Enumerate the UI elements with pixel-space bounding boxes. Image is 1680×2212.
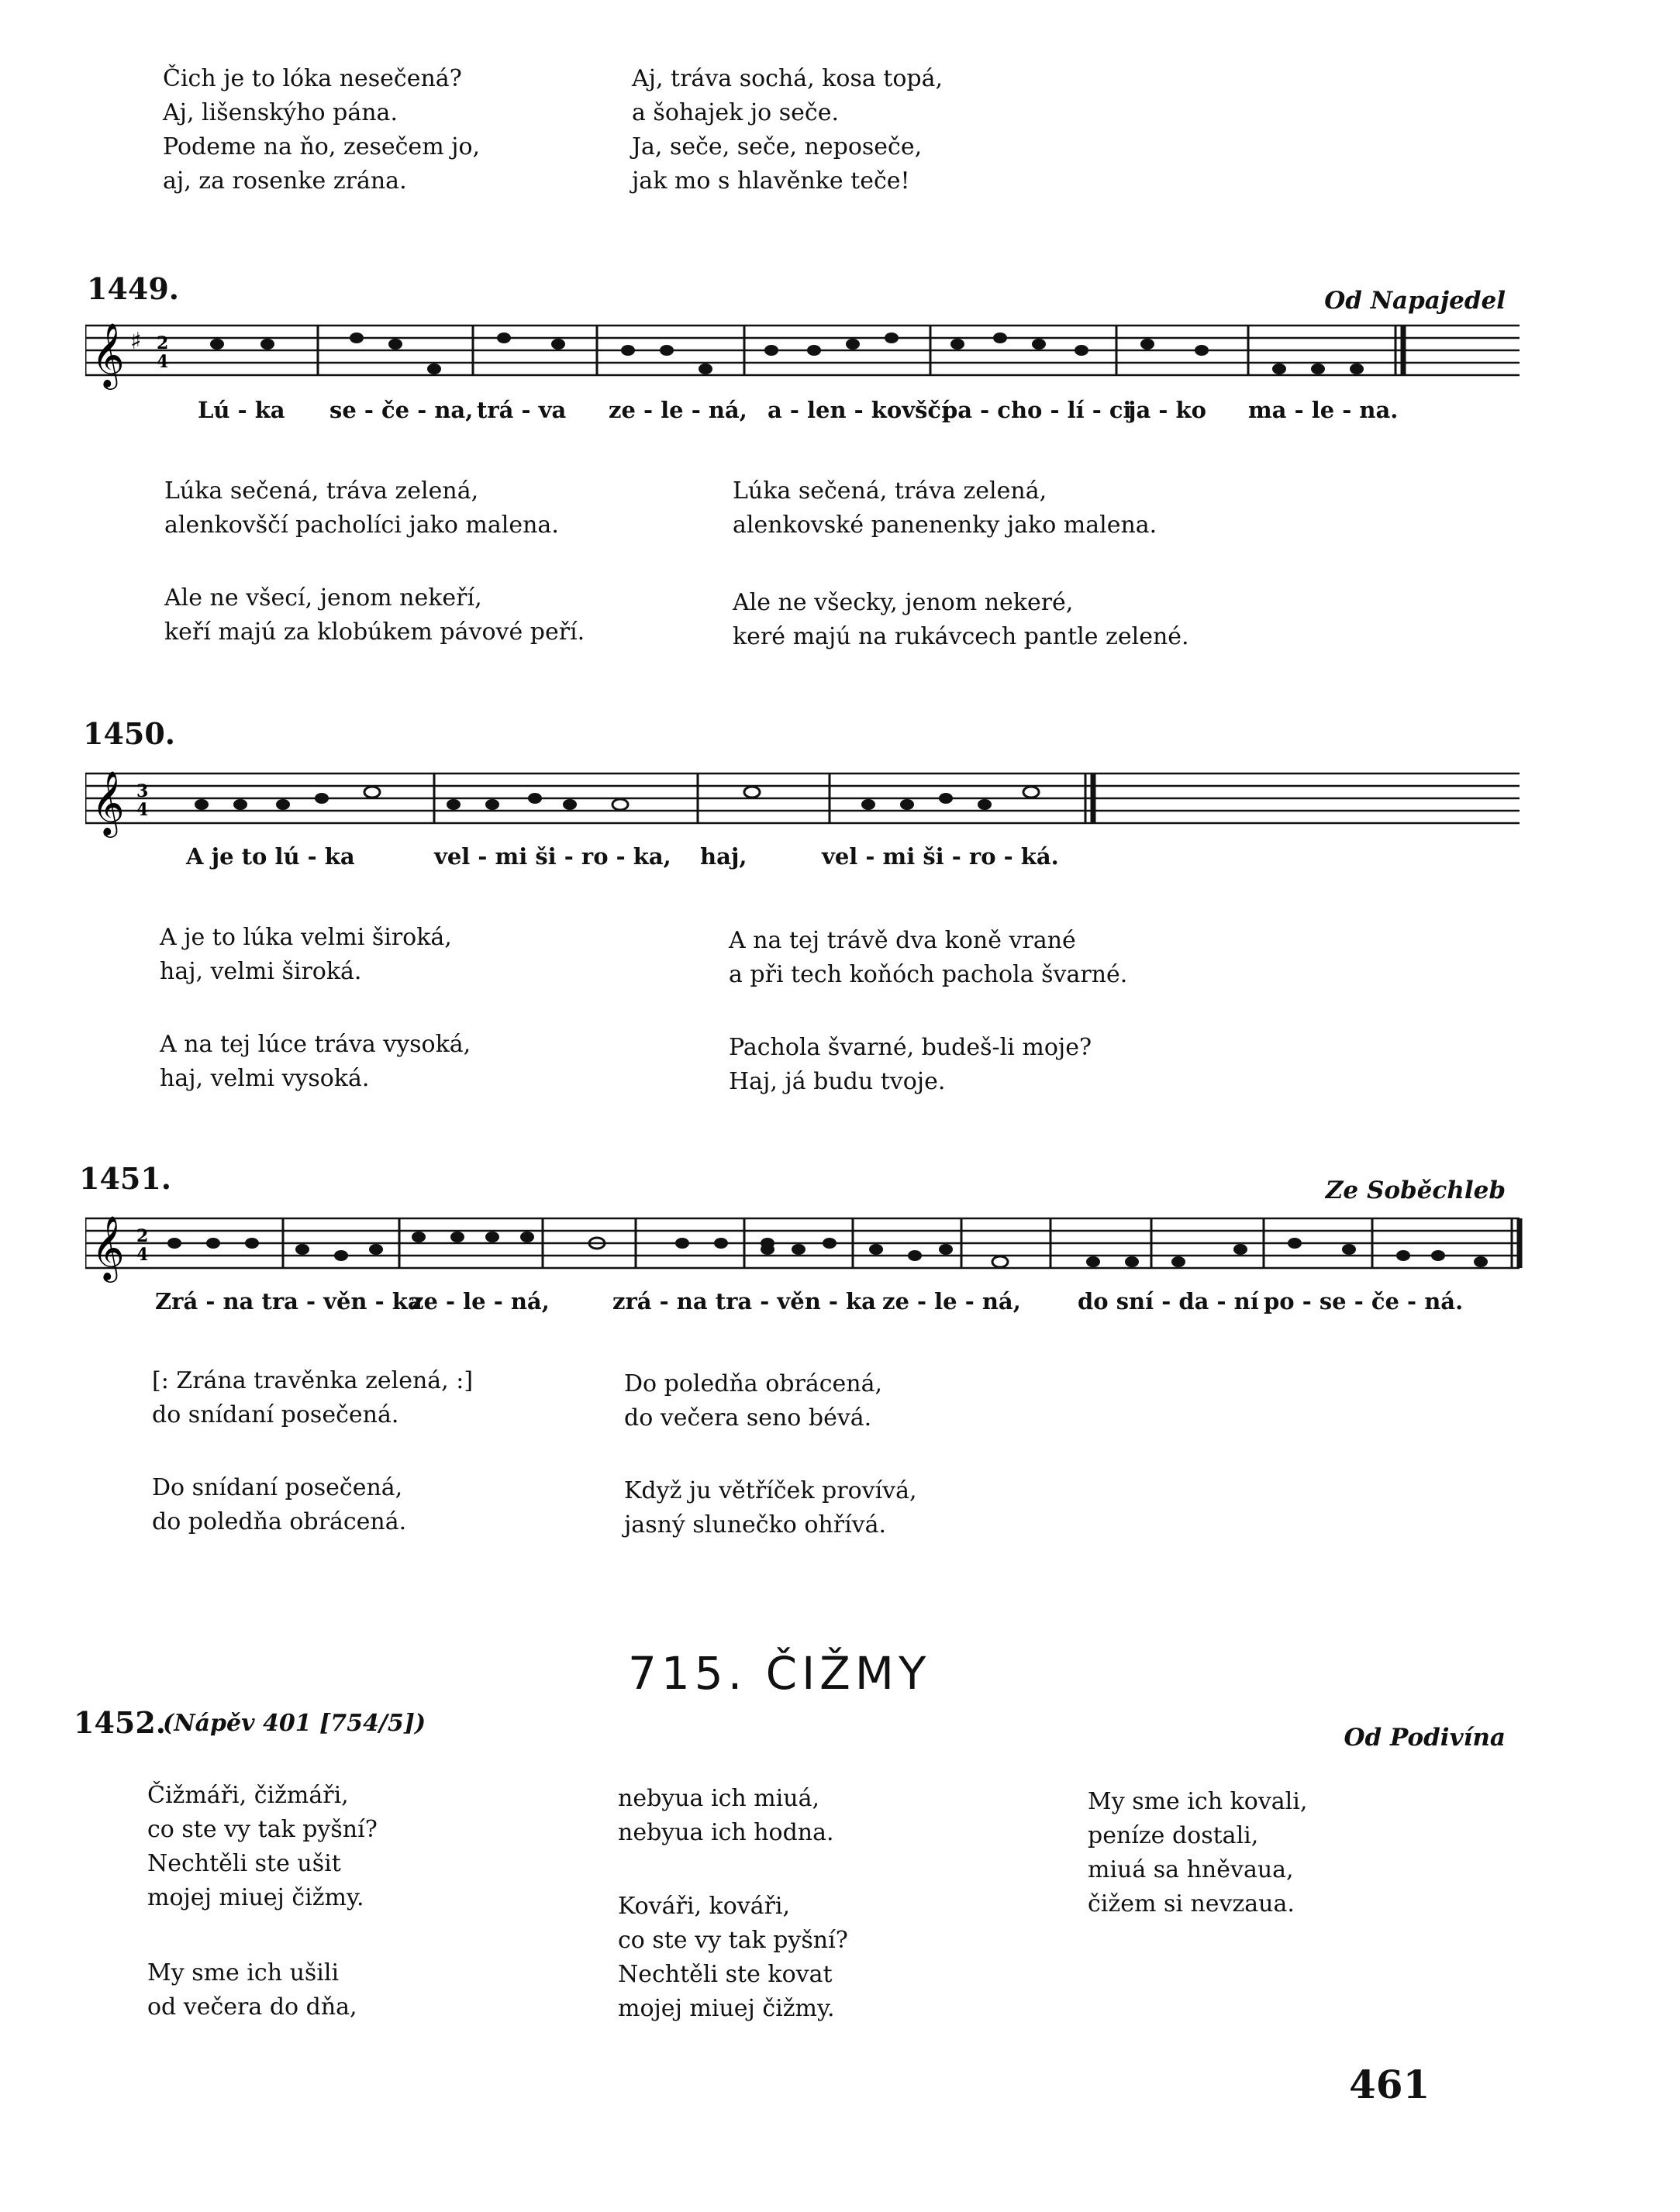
lyric: vel - mi ši - ro - ka,	[434, 843, 671, 870]
svg-text:2: 2	[157, 333, 169, 353]
lyric: haj,	[700, 843, 747, 870]
svg-text:3: 3	[136, 781, 149, 801]
verse-line: a při tech koňóch pachola švarné.	[729, 961, 1128, 988]
lyric-syllables	[612, 1288, 876, 1314]
page-number: 461	[1349, 2062, 1430, 2107]
melody-reference: (Nápěv 401 [754/5])	[163, 1710, 426, 1737]
verse-line: My sme ich ušili	[147, 1959, 340, 1986]
lyric-syllables	[1248, 397, 1398, 423]
song-number: 1451.	[79, 1161, 171, 1196]
music-staff	[85, 1203, 1543, 1288]
lyric: pa - cho - lí - ci	[942, 397, 1132, 423]
verse-line: čižem si nevzaua.	[1088, 1890, 1295, 1917]
lyric: do sní - da - ní	[1078, 1288, 1259, 1314]
song-number: 1452.	[74, 1705, 166, 1740]
lyric-syllables	[1264, 1288, 1463, 1314]
verse-line: Ale ne všecí, jenom nekeří,	[164, 584, 482, 612]
lyric: ze - le - ná,	[609, 397, 747, 423]
verse-line: A na tej trávě dva koně vrané	[729, 927, 1076, 954]
lyric-syllables	[329, 397, 473, 423]
verse-block	[624, 1367, 882, 1435]
song-number: 1449.	[87, 271, 179, 306]
verse-block	[1088, 1785, 1307, 1921]
verse-line: Do poledňa obrácená,	[624, 1370, 883, 1397]
verse-line: Když ju větříček provívá,	[624, 1477, 917, 1504]
verse-line: haj, velmi vysoká.	[160, 1065, 370, 1092]
lyric: zrá - na tra - věn - ka	[612, 1288, 876, 1314]
verse-line: do snídaní posečená.	[152, 1401, 399, 1428]
svg-text:♯: ♯	[130, 328, 142, 355]
top-verse-right	[632, 62, 943, 198]
verse-line: haj, velmi široká.	[160, 958, 362, 985]
music-staff	[85, 310, 1543, 395]
verse-line: mojej miuej čižmy.	[618, 1995, 835, 2022]
lyric-syllables	[186, 843, 355, 870]
verse-line: Lúka sečená, tráva zelená,	[733, 477, 1047, 505]
song-origin: Ze Soběchleb	[1325, 1177, 1506, 1204]
verse-line: mojej miuej čižmy.	[147, 1884, 364, 1911]
verse-block	[733, 474, 1157, 543]
lyric: ja - ko	[1128, 397, 1206, 423]
svg-text:4: 4	[136, 800, 149, 820]
lyric: po - se - če - ná.	[1264, 1288, 1464, 1314]
verse-line: [: Zrána travěnka zelená, :]	[152, 1367, 474, 1394]
verse-block	[729, 1031, 1092, 1099]
section-title: 715. ČIŽMY	[628, 1647, 931, 1700]
lyric-syllables	[411, 1288, 550, 1314]
verse-line: Čižmáři, čižmáři,	[147, 1782, 349, 1809]
verse-block	[618, 1890, 848, 2026]
verse-block	[147, 1779, 378, 1915]
verse-line: Podeme na ňo, zesečem jo,	[163, 133, 481, 160]
verse-line: Aj, lišenskýho pána.	[163, 99, 398, 126]
verse-block	[152, 1364, 473, 1432]
lyric-syllables	[1128, 397, 1206, 423]
svg-text:4: 4	[136, 1245, 149, 1265]
verse-line: A na tej lúce tráva vysoká,	[160, 1031, 471, 1058]
verse-block	[164, 581, 585, 649]
verse-block	[164, 474, 559, 543]
lyric: trá - va	[477, 397, 567, 423]
lyric: Lú - ka	[198, 397, 285, 423]
verse-line: keré majú na rukávcech pantle zelené.	[733, 623, 1189, 650]
verse-line: nebyua ich miuá,	[618, 1785, 820, 1812]
lyric-syllables	[609, 397, 747, 423]
verse-block	[624, 1474, 917, 1542]
verse-line: alenkovščí pacholíci jako malena.	[164, 512, 559, 539]
lyric-syllables	[1078, 1288, 1259, 1314]
lyric-syllables	[942, 397, 1132, 423]
verse-line: Nechtěli ste ušit	[147, 1850, 341, 1877]
svg-text:4: 4	[157, 352, 169, 372]
lyric-syllables	[198, 397, 285, 423]
song-origin: Od Podivína	[1344, 1724, 1506, 1752]
verse-line: co ste vy tak pyšní?	[147, 1816, 378, 1843]
verse-line: miuá sa hněvaua,	[1088, 1856, 1294, 1883]
verse-line: alenkovské panenenky jako malena.	[733, 512, 1157, 539]
verse-line: Lúka sečená, tráva zelená,	[164, 477, 479, 505]
lyric-syllables	[768, 397, 950, 423]
lyric: se - če - na,	[329, 397, 474, 423]
verse-line: Ale ne všecky, jenom nekeré,	[733, 589, 1074, 616]
svg-text:𝄞: 𝄞	[91, 770, 125, 835]
verse-line: Haj, já budu tvoje.	[729, 1068, 946, 1095]
music-staff	[85, 758, 1543, 843]
verse-block	[147, 1956, 357, 2024]
lyric: Zrá - na tra - věn - ka	[155, 1288, 423, 1314]
verse-block	[160, 1028, 471, 1096]
verse-line: Ja, seče, seče, neposeče,	[632, 133, 923, 160]
verse-line: aj, za rosenke zrána.	[163, 167, 407, 195]
verse-line: My sme ich kovali,	[1088, 1788, 1308, 1815]
verse-line: nebyua ich hodna.	[618, 1819, 834, 1846]
lyric-syllables	[434, 843, 671, 870]
verse-block	[729, 924, 1127, 992]
svg-text:2: 2	[136, 1226, 149, 1246]
verse-line: od večera do dňa,	[147, 1993, 357, 2021]
lyric: A je to lú - ka	[186, 843, 355, 870]
verse-line: peníze dostali,	[1088, 1822, 1259, 1849]
lyric: ze - le - ná,	[882, 1288, 1021, 1314]
lyric-syllables	[882, 1288, 1021, 1314]
top-verse-left	[163, 62, 480, 198]
lyric: a - len - kovščí	[768, 397, 950, 423]
verse-line: jak mo s hlavěnke teče!	[632, 167, 910, 195]
verse-line: jasný slunečko ohřívá.	[624, 1511, 887, 1538]
lyric-syllables	[477, 397, 566, 423]
lyric-syllables	[155, 1288, 423, 1314]
song-origin: Od Napajedel	[1324, 287, 1506, 315]
lyric: vel - mi ši - ro - ká.	[822, 843, 1059, 870]
song-number: 1450.	[83, 716, 175, 751]
verse-line: a šohajek jo seče.	[632, 99, 839, 126]
svg-text:𝄞: 𝄞	[91, 322, 125, 387]
verse-block	[160, 921, 452, 989]
verse-line: Nechtěli ste kovat	[618, 1961, 833, 1988]
verse-block	[733, 586, 1189, 654]
verse-line: Pachola švarné, budeš-li moje?	[729, 1034, 1092, 1061]
verse-line: Do snídaní posečená,	[152, 1474, 403, 1501]
verse-line: Aj, tráva sochá, kosa topá,	[632, 65, 943, 92]
verse-line: Čich je to lóka nesečená?	[163, 65, 462, 92]
verse-line: keří majú za klobúkem pávové peří.	[164, 618, 585, 646]
verse-line: do poledňa obrácená.	[152, 1508, 407, 1535]
verse-line: co ste vy tak pyšní?	[618, 1927, 848, 1954]
lyric: ze - le - ná,	[411, 1288, 550, 1314]
verse-block	[152, 1471, 406, 1539]
verse-line: A je to lúka velmi široká,	[160, 924, 452, 951]
verse-line: Kováři, kováři,	[618, 1893, 791, 1920]
lyric-syllables	[822, 843, 1059, 870]
verse-block	[618, 1782, 834, 1850]
lyric: ma - le - na.	[1248, 397, 1399, 423]
svg-text:𝄞: 𝄞	[91, 1215, 125, 1280]
lyric-syllables	[700, 843, 747, 870]
verse-line: do večera seno bévá.	[624, 1404, 872, 1432]
